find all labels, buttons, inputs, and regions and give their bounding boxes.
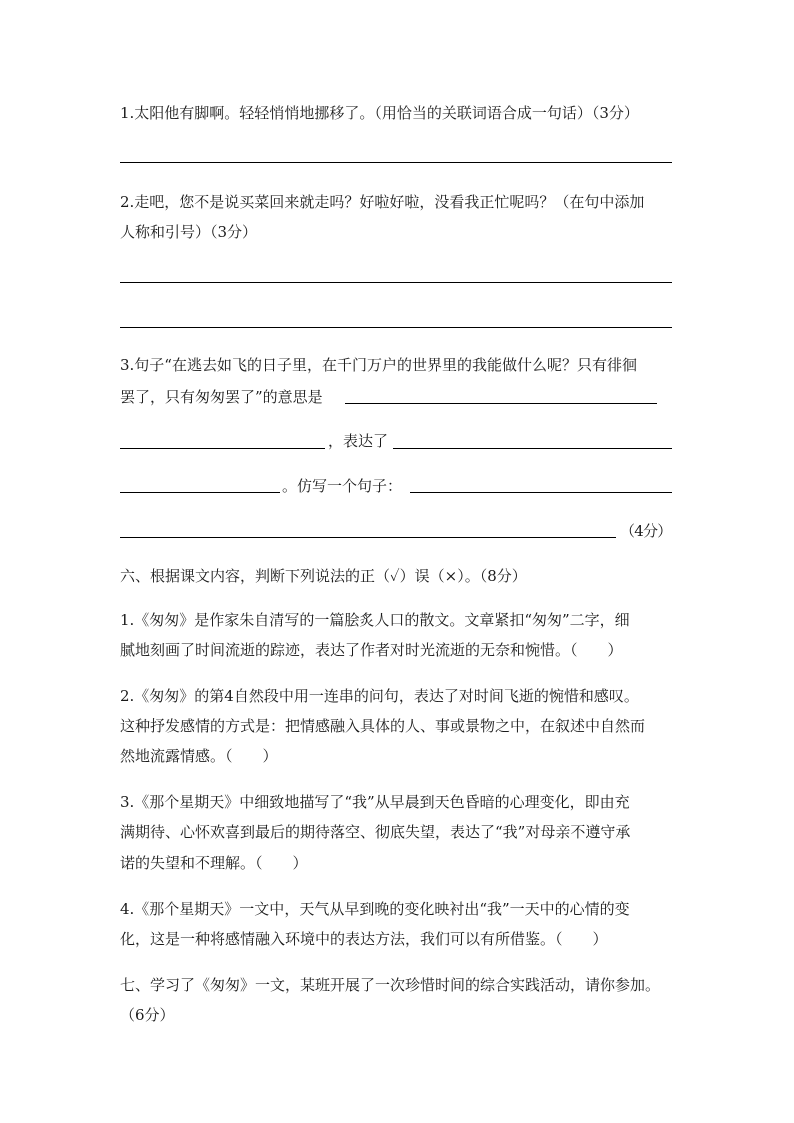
section-7-heading-line-2: （6分）	[120, 1006, 175, 1024]
question-2-line-2: 人称和引号）（3分）	[120, 223, 258, 241]
judgment-item-4-line-1: 4.《那个星期天》一文中，天气从早到晚的变化映衬出“我”一天中的心情的变	[120, 900, 630, 918]
judgment-item-3-line-1: 3.《那个星期天》中细致地描写了“我”从早晨到天色昏暗的心理变化，即由充	[120, 793, 630, 811]
judgment-item-2-line-1: 2.《匆匆》的第4自然段中用一连串的问句，表达了对时间飞逝的惋惜和感叹。	[120, 687, 639, 705]
question-3-score: （4分）	[620, 522, 672, 540]
answer-line-q1[interactable]	[120, 162, 672, 163]
judgment-item-2-line-2: 这种抒发感情的方式是：把情感融入具体的人、事或景物之中，在叙述中自然而	[120, 717, 646, 735]
question-3-line-2: 罢了，只有匆匆罢了”的意思是	[120, 388, 323, 406]
judgment-item-2-line-3: 然地流露情感。（ ）	[120, 747, 278, 765]
answer-line-q3-expresses-cont[interactable]	[120, 492, 280, 493]
answer-line-q3-imitate-cont[interactable]	[120, 537, 616, 538]
question-1-text: 1.太阳他有脚啊。轻轻悄悄地挪移了。（用恰当的关联词语合成一句话）（3分）	[120, 104, 639, 122]
question-2-line-1: 2.走吧，您不是说买菜回来就走吗？好啦好啦，没看我正忙呢吗？（在句中添加	[120, 193, 645, 211]
answer-line-q3-imitate[interactable]	[410, 492, 672, 493]
judgment-item-1-line-2: 腻地刻画了时间流逝的踪迹，表达了作者对时光流逝的无奈和惋惜。（ ）	[120, 641, 623, 659]
question-3-imitate-label: 。仿写一个句子：	[282, 477, 403, 495]
judgment-item-3-line-3: 诺的失望和不理解。（ ）	[120, 854, 308, 872]
judgment-item-4-line-2: 化，这是一种将感情融入环境中的表达方法，我们可以有所借鉴。（ ）	[120, 930, 608, 948]
answer-line-q2-2[interactable]	[120, 327, 672, 328]
judgment-item-3-line-2: 满期待、心怀欢喜到最后的期待落空、彻底失望，表达了“我”对母亲不遵守承	[120, 823, 631, 841]
answer-line-q3-meaning-cont[interactable]	[120, 448, 325, 449]
section-6-heading: 六、根据课文内容，判断下列说法的正（✓）误（×）。（8分）	[120, 567, 527, 585]
question-3-expresses-label: ，表达了	[328, 432, 389, 450]
answer-line-q3-expresses[interactable]	[393, 448, 672, 449]
section-7-heading-line-1: 七、学习了《匆匆》一文，某班开展了一次珍惜时间的综合实践活动，请你参加。	[120, 976, 661, 994]
answer-line-q2-1[interactable]	[120, 282, 672, 283]
judgment-item-1-line-1: 1.《匆匆》是作家朱自清写的一篇脍炙人口的散文。文章紧扣“匆匆”二字，细	[120, 611, 630, 629]
question-3-line-1: 3.句子“在逃去如飞的日子里，在千门万户的世界里的我能做什么呢？只有徘徊	[120, 356, 637, 374]
answer-line-q3-meaning[interactable]	[345, 403, 657, 404]
